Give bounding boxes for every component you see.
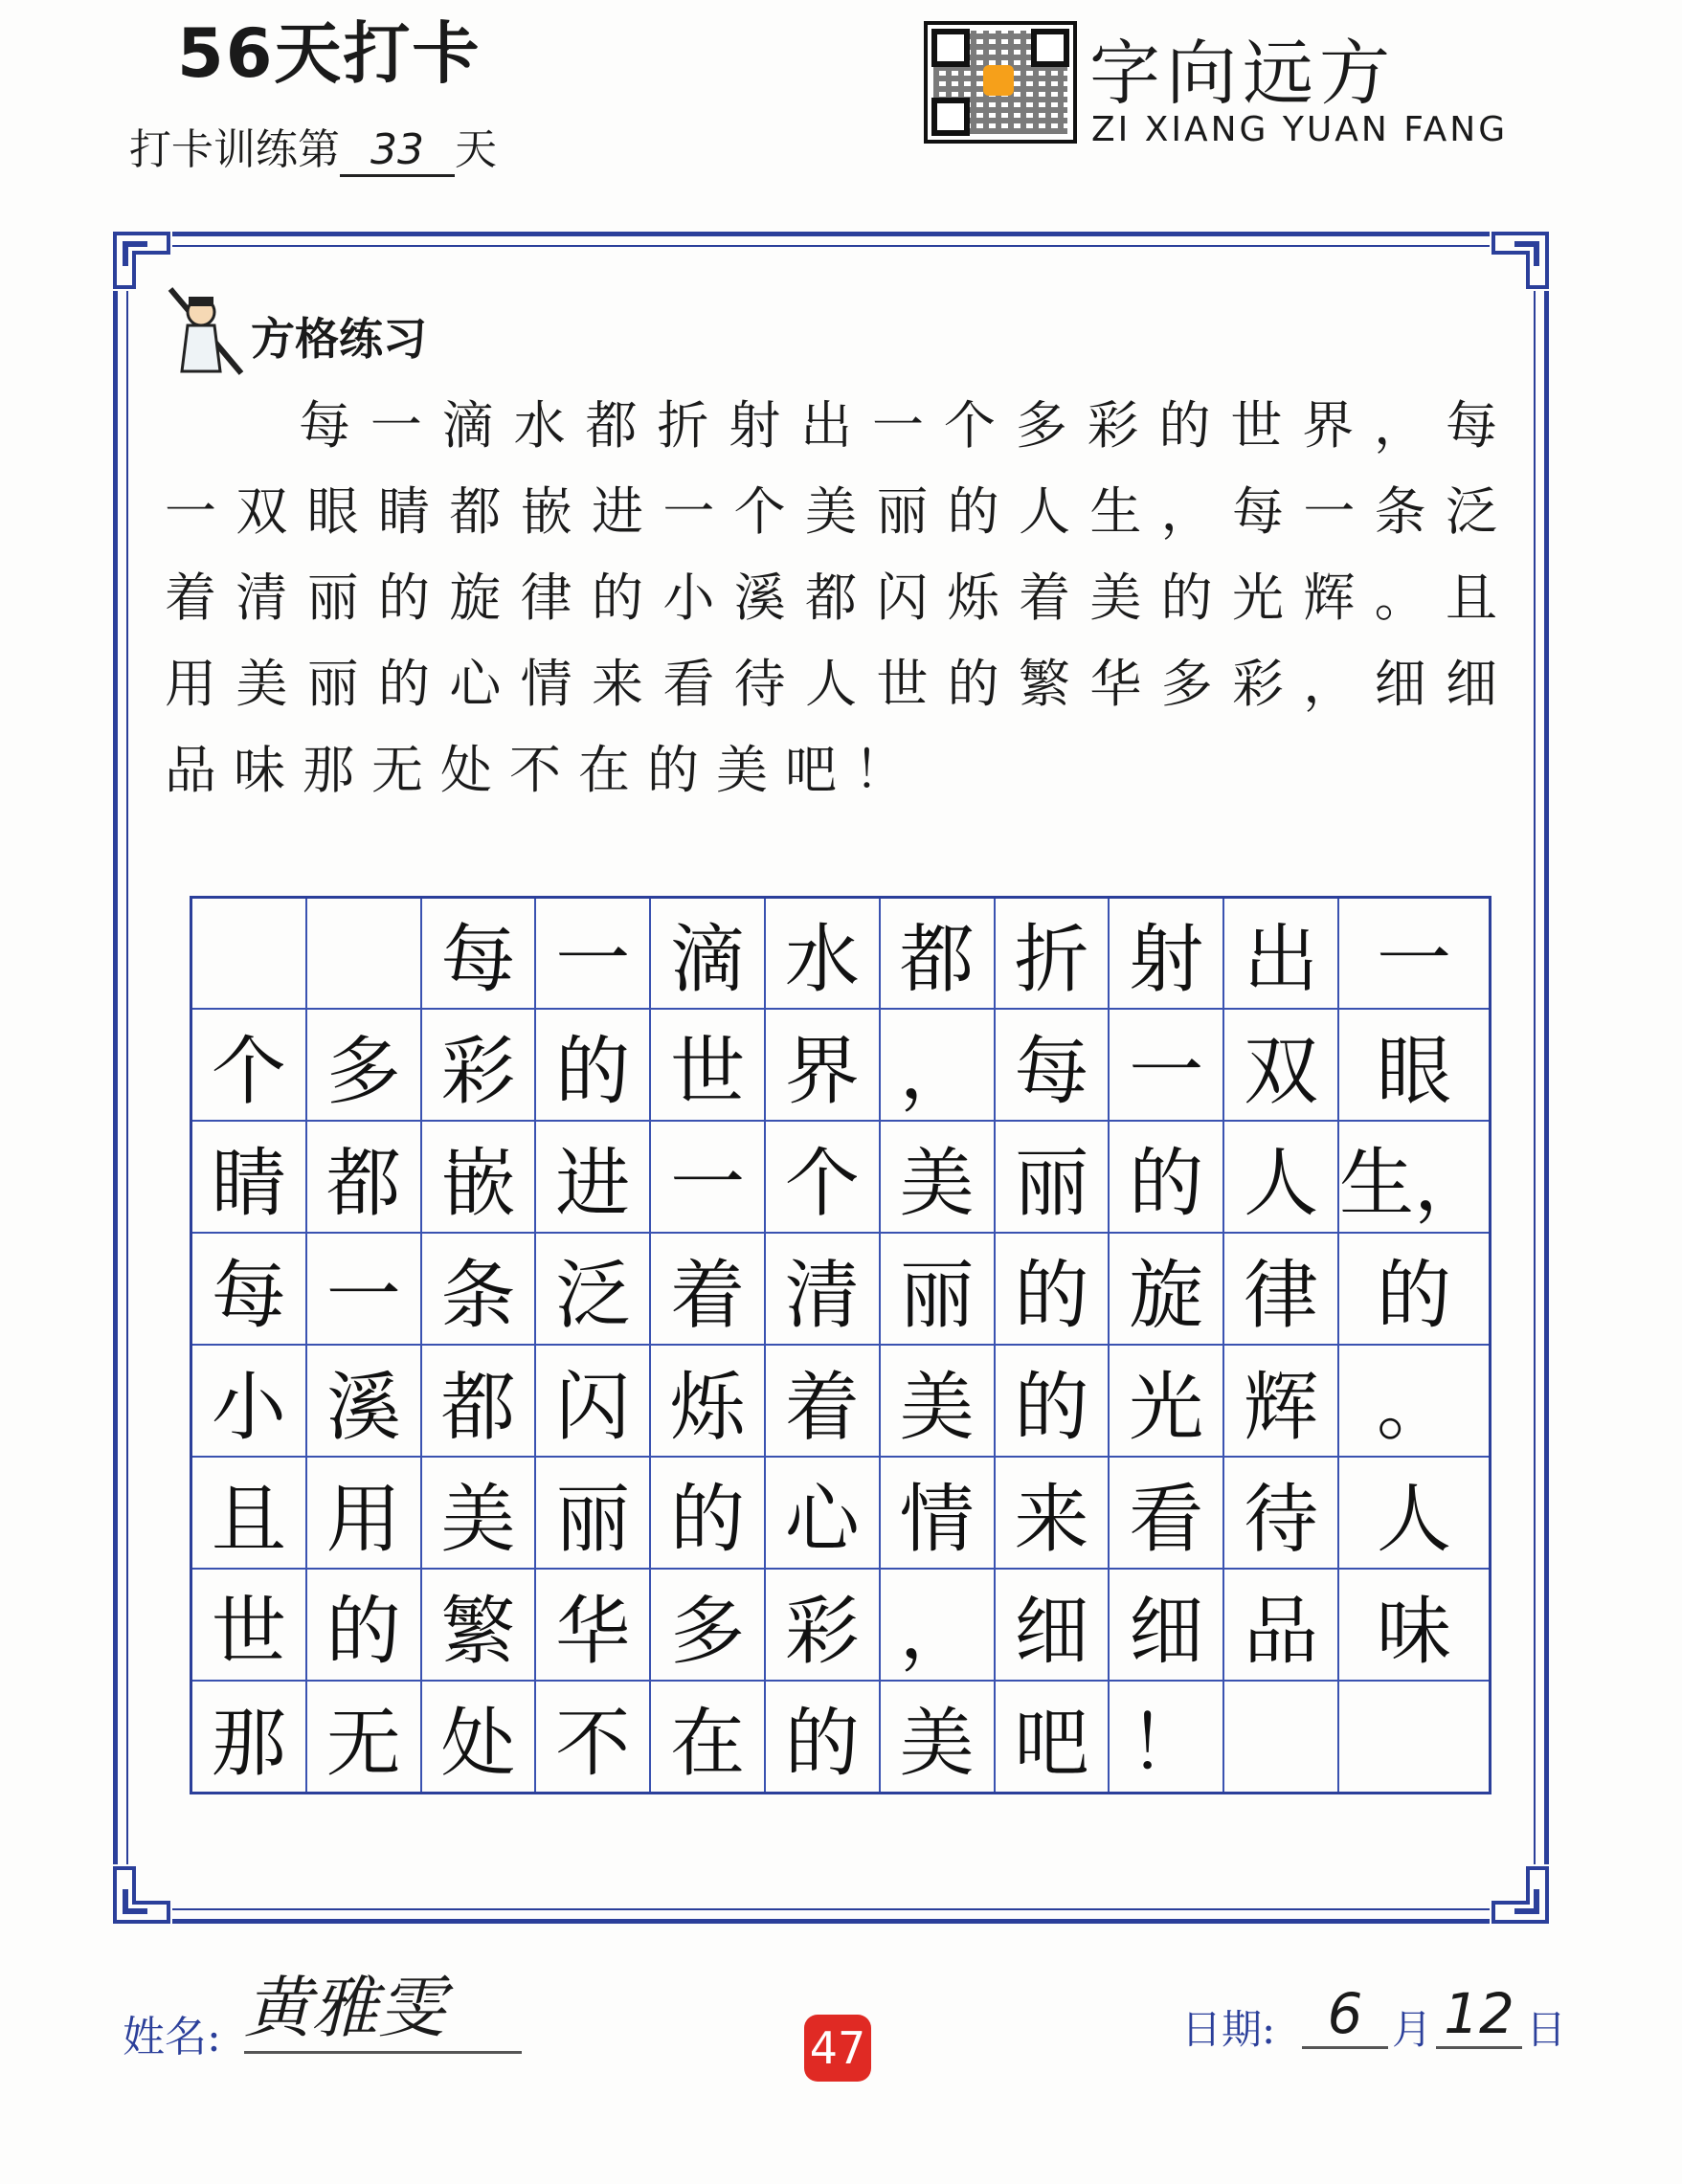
page-title: 56天打卡 (177, 14, 482, 93)
grid-cell (191, 898, 306, 1010)
day-counter (129, 115, 497, 177)
grid-cell: 那 (191, 1681, 306, 1794)
grid-cell: 都 (880, 898, 995, 1010)
grid-cell: 在 (650, 1681, 765, 1794)
date-month: 6 (1302, 1981, 1388, 2049)
grid-cell: 小 (191, 1345, 306, 1457)
grid-cell: 都 (421, 1345, 536, 1457)
grid-cell: ， (880, 1009, 995, 1121)
grid-cell: 待 (1223, 1457, 1338, 1569)
brand-logo-pinyin: ZI XIANG YUAN FANG (1091, 110, 1509, 149)
grid-cell: 都 (306, 1121, 421, 1233)
grid-cell: 品 (1223, 1569, 1338, 1681)
day-number: 33 (340, 125, 455, 177)
grid-cell: 的 (995, 1233, 1110, 1345)
grid-cell: 折 (995, 898, 1110, 1010)
grid-cell: 溪 (306, 1345, 421, 1457)
grid-cell: 闪 (535, 1345, 650, 1457)
grid-cell: 多 (306, 1009, 421, 1121)
grid-cell: 世 (650, 1009, 765, 1121)
date-label: 日期: (1181, 2006, 1276, 2053)
section-title: 方格练习 (251, 313, 427, 365)
grid-cell: 每 (421, 898, 536, 1010)
grid-cell: 每 (995, 1009, 1110, 1121)
grid-cell: 美 (880, 1345, 995, 1457)
grid-cell (1223, 1681, 1338, 1794)
grid-cell: 的 (650, 1457, 765, 1569)
grid-cell: 旋 (1109, 1233, 1223, 1345)
grid-cell: ， (880, 1569, 995, 1681)
grid-row (191, 1569, 1491, 1681)
date-day: 12 (1436, 1981, 1522, 2049)
grid-cell: 味 (1338, 1569, 1491, 1681)
grid-row (191, 1681, 1491, 1794)
grid-cell: 泛 (535, 1233, 650, 1345)
grid-cell: 且 (191, 1457, 306, 1569)
grid-cell: ！ (1109, 1681, 1223, 1794)
grid-cell: 一 (1338, 898, 1491, 1010)
grid-cell: 嵌 (421, 1121, 536, 1233)
grid-cell: 滴 (650, 898, 765, 1010)
grid-row (191, 1345, 1491, 1457)
grid-row (191, 1457, 1491, 1569)
model-passage: 每一滴水都折射出一个多彩的世界，每一双眼睛都嵌进一个美丽的人生，每一条泛着清丽的旋律的小溪都闪烁着美的光辉。且用美丽的心情来看待人世的繁华多彩，细细品味那无处不在的美吧！ (165, 395, 1514, 800)
grid-cell: 个 (765, 1121, 880, 1233)
name-value: 黄雅雯 (244, 1954, 522, 2054)
corner-ornament-bottom-right (1486, 1861, 1555, 1929)
grid-cell: 繁 (421, 1569, 536, 1681)
grid-cell: 用 (306, 1457, 421, 1569)
grid-cell: 一 (650, 1121, 765, 1233)
grid-cell: 的 (765, 1681, 880, 1794)
grid-cell: 律 (1223, 1233, 1338, 1345)
grid-cell: 彩 (421, 1009, 536, 1121)
grid-cell: 情 (880, 1457, 995, 1569)
day-suffix: 天 (455, 125, 497, 174)
grid-cell: 人 (1223, 1121, 1338, 1233)
grid-cell (306, 898, 421, 1010)
corner-ornament-top-right (1486, 226, 1555, 295)
grid-cell: 。 (1338, 1345, 1491, 1457)
grid-cell: 条 (421, 1233, 536, 1345)
grid-cell: 辉 (1223, 1345, 1338, 1457)
brand-logo-chinese: 字向远方 (1089, 33, 1396, 115)
grid-row (191, 1233, 1491, 1345)
grid-cell: 进 (535, 1121, 650, 1233)
grid-cell: 出 (1223, 898, 1338, 1010)
practice-grid-table (190, 896, 1491, 1794)
grid-cell (1338, 1681, 1491, 1794)
grid-cell: 无 (306, 1681, 421, 1794)
grid-cell: 来 (995, 1457, 1110, 1569)
grid-cell: 的 (995, 1345, 1110, 1457)
month-unit: 月 (1392, 2006, 1433, 2053)
grid-cell: 双 (1223, 1009, 1338, 1121)
grid-cell: 生， (1338, 1121, 1491, 1233)
grid-cell: 的 (306, 1569, 421, 1681)
grid-cell: 丽 (535, 1457, 650, 1569)
qr-code (924, 21, 1077, 144)
name-label: 姓名: (123, 2013, 221, 2061)
grid-cell: 的 (535, 1009, 650, 1121)
day-prefix: 打卡训练第 (129, 125, 340, 174)
grid-cell: 多 (650, 1569, 765, 1681)
grid-cell: 华 (535, 1569, 650, 1681)
grid-cell: 丽 (995, 1121, 1110, 1233)
grid-cell: 人 (1338, 1457, 1491, 1569)
grid-cell: 的 (1338, 1233, 1491, 1345)
grid-cell: 界 (765, 1009, 880, 1121)
grid-cell: 个 (191, 1009, 306, 1121)
grid-cell: 眼 (1338, 1009, 1491, 1121)
grid-cell: 细 (995, 1569, 1110, 1681)
grid-cell: 睛 (191, 1121, 306, 1233)
grid-cell: 一 (306, 1233, 421, 1345)
scholar-brush-icon (163, 283, 249, 379)
day-unit: 日 (1526, 2006, 1567, 2053)
grid-cell: 水 (765, 898, 880, 1010)
page-number-badge: 47 (804, 2015, 871, 2082)
grid-cell: 着 (650, 1233, 765, 1345)
corner-ornament-bottom-left (107, 1861, 176, 1929)
grid-cell: 看 (1109, 1457, 1223, 1569)
grid-cell: 美 (880, 1681, 995, 1794)
grid-cell: 不 (535, 1681, 650, 1794)
grid-cell: 美 (421, 1457, 536, 1569)
grid-cell: 光 (1109, 1345, 1223, 1457)
grid-cell: 心 (765, 1457, 880, 1569)
grid-cell: 彩 (765, 1569, 880, 1681)
grid-row (191, 898, 1491, 1010)
grid-cell: 着 (765, 1345, 880, 1457)
grid-cell: 烁 (650, 1345, 765, 1457)
grid-cell: 每 (191, 1233, 306, 1345)
grid-cell: 的 (1109, 1121, 1223, 1233)
grid-cell: 射 (1109, 898, 1223, 1010)
grid-cell: 清 (765, 1233, 880, 1345)
grid-cell: 细 (1109, 1569, 1223, 1681)
grid-cell: 美 (880, 1121, 995, 1233)
grid-cell: 吧 (995, 1681, 1110, 1794)
grid-cell: 一 (535, 898, 650, 1010)
grid-cell: 一 (1109, 1009, 1223, 1121)
grid-row (191, 1121, 1491, 1233)
grid-cell: 世 (191, 1569, 306, 1681)
grid-row (191, 1009, 1491, 1121)
grid-cell: 处 (421, 1681, 536, 1794)
grid-cell: 丽 (880, 1233, 995, 1345)
